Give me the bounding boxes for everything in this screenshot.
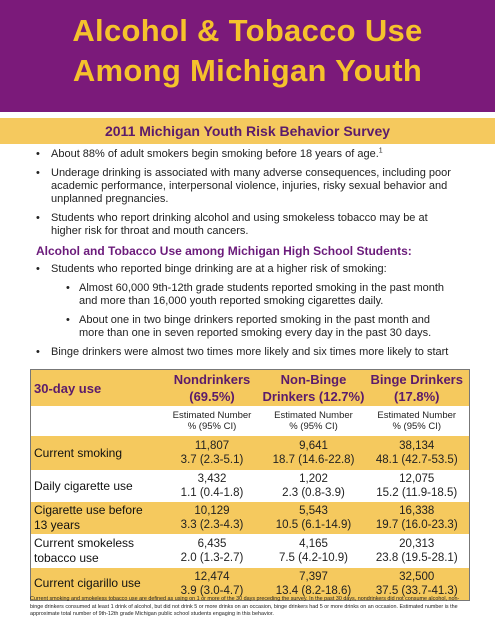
title-banner (0, 0, 495, 112)
table-cell (263, 470, 365, 502)
column-header-line: Non-Binge (280, 372, 347, 387)
estimate-line: Estimated Number (274, 410, 353, 421)
table-subheader-row (31, 406, 470, 436)
list-item (0, 263, 495, 276)
table-cell (162, 436, 263, 470)
cell-number: 12,075 (399, 473, 435, 485)
row-label-line: Daily cigarette use (34, 478, 133, 493)
column-header (263, 370, 365, 407)
cell-percent: 19.7 (16.0-23.3) (375, 519, 458, 531)
table-cell (365, 470, 470, 502)
cell-percent: 23.8 (19.5-28.1) (375, 552, 458, 564)
cell-percent: 3.9 (3.0-4.7) (180, 584, 244, 597)
cell-number: 12,474 (194, 570, 230, 583)
cell-number: 32,500 (399, 570, 435, 583)
row-label-line: Current smoking (34, 445, 123, 460)
row-label-line: Current smokeless (34, 536, 135, 550)
cell-number: 3,432 (197, 473, 227, 485)
table-cell (162, 502, 263, 534)
estimate-line: % (95% CI) (187, 421, 237, 432)
cell-number: 9,641 (299, 440, 328, 452)
column-header-line: Drinkers (12.7%) (262, 389, 365, 404)
estimate-line: Estimated Number (377, 410, 457, 421)
title-line-2: Among Michigan Youth (72, 53, 423, 88)
cell-number: 16,338 (399, 505, 435, 517)
bullet-dot-icon: • (36, 148, 40, 160)
row-label-line: tobacco use (34, 551, 99, 565)
row-label (31, 436, 162, 470)
table-cell (263, 502, 365, 534)
column-header-line: (69.5%) (189, 389, 235, 404)
cell-percent: 7.5 (4.2-10.9) (278, 552, 349, 564)
cell-number: 4,165 (299, 538, 328, 550)
bullet-text: About 88% of adult smokers begin smoking before 18 years of age. (51, 148, 379, 160)
table-cell (365, 502, 470, 534)
list-item (0, 346, 495, 359)
table-cell (162, 534, 263, 568)
corner-label: 30-day use (31, 370, 162, 407)
table-row (31, 436, 470, 470)
cell-number: 6,435 (197, 538, 227, 550)
table-row (31, 502, 470, 534)
subtitle-bar (0, 118, 495, 144)
table-row (31, 534, 470, 568)
row-label-line: 13 years (34, 518, 81, 532)
estimate-label (365, 406, 470, 436)
bullet-text: About one in two binge drinkers reported smoking in the past month and more than one in seven reported smoking every day in the past 30 days. (79, 314, 432, 339)
row-label-line: Current cigarillo use (34, 576, 141, 591)
list-item (0, 314, 495, 340)
cell-number: 10,129 (194, 505, 230, 517)
cell-percent: 3.3 (2.3-4.3) (180, 519, 244, 531)
estimate-line: % (95% CI) (392, 421, 442, 432)
section-bullet-list (0, 263, 495, 359)
cell-number: 5,543 (299, 505, 328, 517)
cell-number: 1,202 (299, 473, 328, 485)
row-label-line: Cigarette use before (34, 503, 143, 517)
cell-percent: 1.1 (0.4-1.8) (180, 487, 244, 499)
bullet-text: Almost 60,000 9th-12th grade students reported smoking in the past month and more than 16,000 youth reported smoking cigarettes daily. (79, 282, 445, 307)
cell-percent: 13.4 (8.2-18.6) (275, 584, 352, 597)
empty-cell (31, 406, 162, 436)
estimate-label (162, 406, 263, 436)
content (0, 148, 495, 359)
estimate-line: Estimated Number (172, 410, 252, 421)
cell-percent: 3.7 (2.3-5.1) (180, 454, 244, 466)
row-label (31, 534, 162, 568)
column-header-line: (17.8%) (393, 389, 440, 404)
table-cell (263, 534, 365, 568)
cell-percent: 2.3 (0.8-3.9) (282, 487, 345, 499)
estimate-line: % (95% CI) (289, 421, 338, 432)
table-cell (365, 436, 470, 470)
cell-percent: 10.5 (6.1-14.9) (275, 519, 352, 531)
bullet-dot-icon: • (36, 263, 40, 275)
cell-number: 11,807 (194, 440, 230, 452)
column-header (365, 370, 470, 407)
bullet-dot-icon: • (66, 282, 70, 294)
section-heading: Alcohol and Tobacco Use among Michigan High School Students: (36, 244, 412, 258)
bullet-dot-icon: • (36, 167, 40, 179)
bullet-text: Underage drinking is associated with many adverse consequences, including poor academic performance, interpersonal violence, injuries, risky sexual behavior and unplanned pregnancies. (51, 167, 451, 205)
subtitle: 2011 Michigan Youth Risk Behavior Survey (104, 123, 391, 139)
title-line-1: Alcohol & Tobacco Use (72, 13, 423, 48)
row-label (31, 502, 162, 534)
bullet-text: Students who report drinking alcohol and using smokeless tobacco may be at higher risk for throat and mouth cancers. (51, 212, 428, 237)
cell-number: 20,313 (399, 538, 435, 550)
bullet-dot-icon: • (36, 212, 40, 224)
column-header-line: Binge Drinkers (370, 372, 463, 387)
bullet-text: Binge drinkers were almost two times more likely and six times more likely to start (51, 346, 449, 358)
bullet-dot-icon: • (66, 314, 70, 326)
table-cell (365, 534, 470, 568)
cell-number: 38,134 (399, 440, 435, 452)
cell-percent: 48.1 (42.7-53.5) (375, 454, 458, 466)
bullet-text: Students who reported binge drinking are at a higher risk of smoking: (51, 263, 387, 275)
table-header-row (31, 370, 470, 407)
estimate-label (263, 406, 365, 436)
cell-percent: 37.5 (33.7-41.3) (375, 584, 458, 597)
table-row (31, 470, 470, 502)
bullet-dot-icon: • (36, 346, 40, 358)
footnote-marker: 1 (378, 147, 383, 155)
cell-number: 7,397 (299, 570, 328, 583)
table-cell (263, 436, 365, 470)
cell-percent: 18.7 (14.6-22.8) (272, 454, 355, 466)
cell-percent: 2.0 (1.3-2.7) (180, 552, 244, 564)
row-label (31, 470, 162, 502)
list-item (0, 167, 495, 206)
column-header (162, 370, 263, 407)
table-cell (162, 470, 263, 502)
intro-bullet-list (0, 148, 495, 238)
list-item (0, 148, 495, 161)
cell-percent: 15.2 (11.9-18.5) (376, 487, 458, 499)
footnote: Current smoking and smokeless tobacco use are defined as using on 1 or more of the 30 days preceding the survey. In the past 30 days, nondrinkers did not consume alcohol, non-binge drinkers consumed at least 1 drink of alcohol, but did not drink 5 or more drinks on an occasion, binge drinkers had 5 or more drinks on an occasion. Estimated number is the approximate total number of 9th-12th grade Michigan public school students engaging in this behavior. (30, 596, 460, 617)
column-header-line: Nondrinkers (173, 372, 251, 387)
data-table (30, 369, 470, 601)
list-item (0, 282, 495, 308)
list-item (0, 212, 495, 238)
